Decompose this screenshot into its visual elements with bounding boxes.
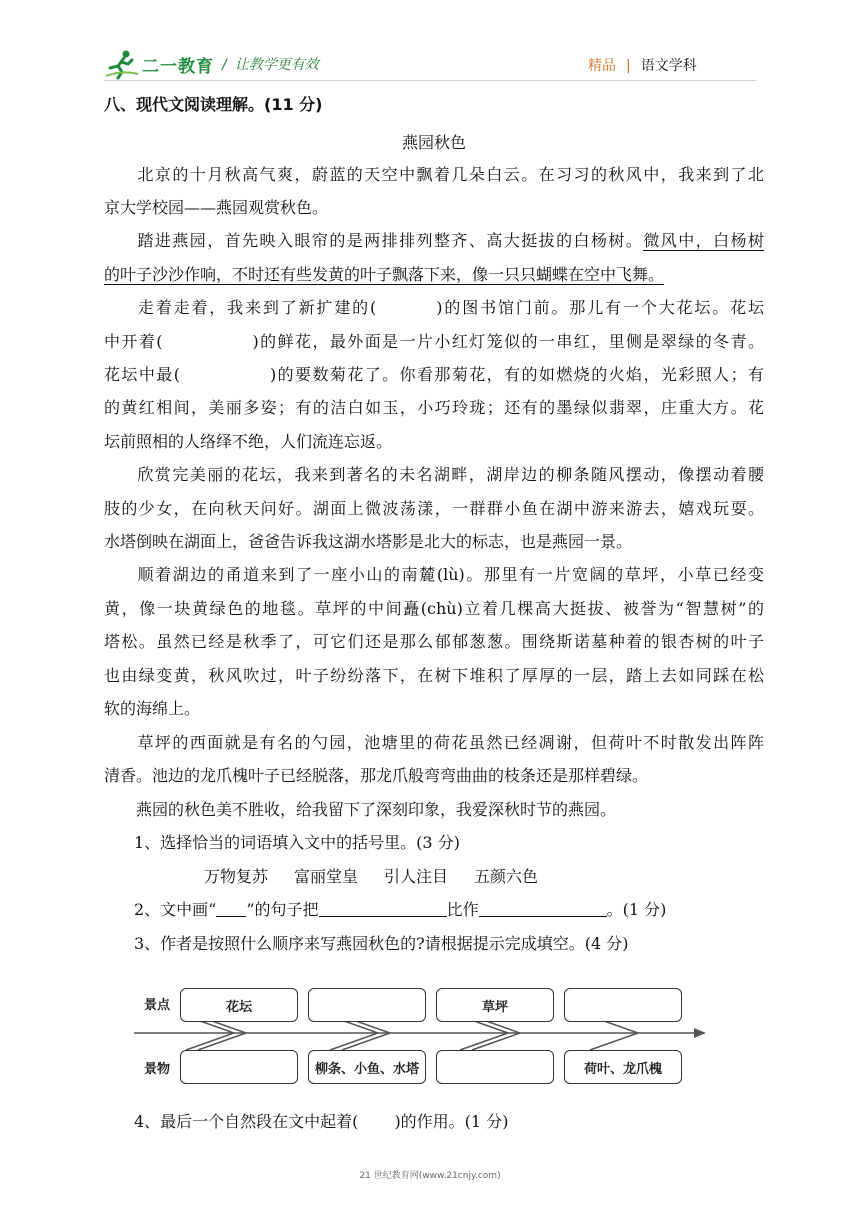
page-footer: 21 世纪教育网(www.21cnjy.com) [359,1171,501,1181]
para5-line1: 顺着湖边的甬道来到了一座小山的南麓(lù)。那里有一片宽阔的草坪，小草已经变 [136,565,764,584]
para3-line5: 坛前照相的人络绎不绝，人们流连忘返。 [104,432,393,451]
para5-line2: 黄，像一块黄绿色的地毯。草坪的中间矗(chù)立着几棵高大挺拔、被誉为“智慧树”的 [104,599,764,618]
header-divider [104,80,756,81]
underlined-sentence-part1: 微风中，白杨树 [643,231,764,250]
para1-line1: 北京的十月秋高气爽，蔚蓝的天空中飘着几朵白云。在习习的秋风中，我来到了北 [136,165,764,184]
para3-line4: 的黄红相间，美丽多姿；有的洁白如玉，小巧玲珑；还有的墨绿似翡翠，庄重大方。花 [104,398,764,417]
label-scenery: 景物 [144,1062,171,1077]
para1-line2: 京大学校园——燕园观赏秋色。 [104,198,329,217]
para3-line1: 走着走着，我来到了新扩建的( )的图书馆门前。那儿有一个大花坛。花坛 [136,298,764,317]
option-4: 五颜六色 [474,867,539,886]
underlined-sentence-part2: 的叶子沙沙作响，不时还有些发黄的叶子飘落下来，像一只只蝴蝶在空中飞舞。 [104,265,665,284]
question-3: 3、作者是按照什么顺序来写燕园秋色的?请根据提示完成填空。(4 分) [134,934,629,953]
para2-line1: 踏进燕园，首先映入眼帘的是两排排列整齐、高大挺拔的白杨树。微风中，白杨树 [136,231,764,250]
subject-tag: 精品 | 语文学科 [588,58,697,74]
runner-logo-icon [104,48,140,80]
para7-line1: 燕园的秋色美不胜收，给我留下了深刻印象，我爱深秋时节的燕园。 [136,800,617,819]
para3-line2: 中开着( )的鲜花，最外面是一片小红灯笼似的一串红，里侧是翠绿的冬青。 [104,332,764,351]
question-1: 1、选择恰当的词语填入文中的括号里。(3 分) [134,833,460,852]
option-1: 万物复苏 [204,867,269,886]
question-4: 4、最后一个自然段在文中起着( )的作用。(1 分) [134,1112,509,1131]
bottom-box-1-blank[interactable] [180,1050,298,1084]
para5-line5: 软的海绵上。 [104,699,201,718]
para5-line3: 塔松。虽然已经是秋季了，可它们还是那么郁郁葱葱。围绕斯诺墓种着的银杏树的叶子 [104,632,764,651]
question-1-options [204,867,604,887]
top-box-3: 草坪 [436,988,554,1022]
subject-label: 语文学科 [640,58,697,74]
sequence-diagram [134,980,714,1090]
para5-line4: 也由绿变黄，秋风吹过，叶子纷纷落下，在树下堆积了厚厚的一层，踏上去如同踩在松 [104,666,764,685]
question-2: 2、文中画“ ”的句子把 比作 。(1 分) [134,900,667,919]
para6-line2: 清香。池边的龙爪槐叶子已经脱落，那龙爪般弯弯曲曲的枝条还是那样碧绿。 [104,766,649,785]
para4-line2: 肢的少女，在向秋天问好。湖面上微波荡漾，一群群小鱼在湖中游来游去，嬉戏玩耍。 [104,499,764,518]
para4-line1: 欣赏完美丽的花坛，我来到著名的未名湖畔，湖岸边的柳条随风摆动，像摆动着腰 [136,465,764,484]
option-3: 引人注目 [384,867,449,886]
section-title: 八、现代文阅读理解。(11 分) [104,95,323,114]
answer-blank-1[interactable] [319,900,447,917]
para4-line3: 水塔倒映在湖面上，爸爸告诉我这湖水塔影是北大的标志，也是燕园一景。 [104,532,633,551]
underline-sample [216,900,246,917]
article-title: 燕园秋色 [401,133,466,152]
premium-label: 精品 [588,58,616,74]
para2-line2 [104,265,764,285]
option-2: 富丽堂皇 [294,867,359,886]
brand-slogan: / 让教学更有效 [222,57,319,73]
bottom-box-2: 柳条、小鱼、水塔 [308,1050,426,1084]
top-box-4-blank[interactable] [564,988,682,1022]
bottom-box-3-blank[interactable] [436,1050,554,1084]
page-header [0,0,860,92]
para3-line3: 花坛中最( )的要数菊花了。你看那菊花，有的如燃烧的火焰，光彩照人；有 [104,365,764,384]
answer-blank-2[interactable] [479,900,607,917]
bottom-box-4: 荷叶、龙爪槐 [564,1050,682,1084]
top-box-2-blank[interactable] [308,988,426,1022]
label-scenic-spot: 景点 [144,998,171,1013]
brand-name: 二一教育 [142,57,214,77]
para6-line1: 草坪的西面就是有名的勺园，池塘里的荷花虽然已经凋谢，但荷叶不时散发出阵阵 [136,733,764,752]
top-box-1: 花坛 [180,988,298,1022]
slogan-text: 让教学更有效 [234,57,319,73]
